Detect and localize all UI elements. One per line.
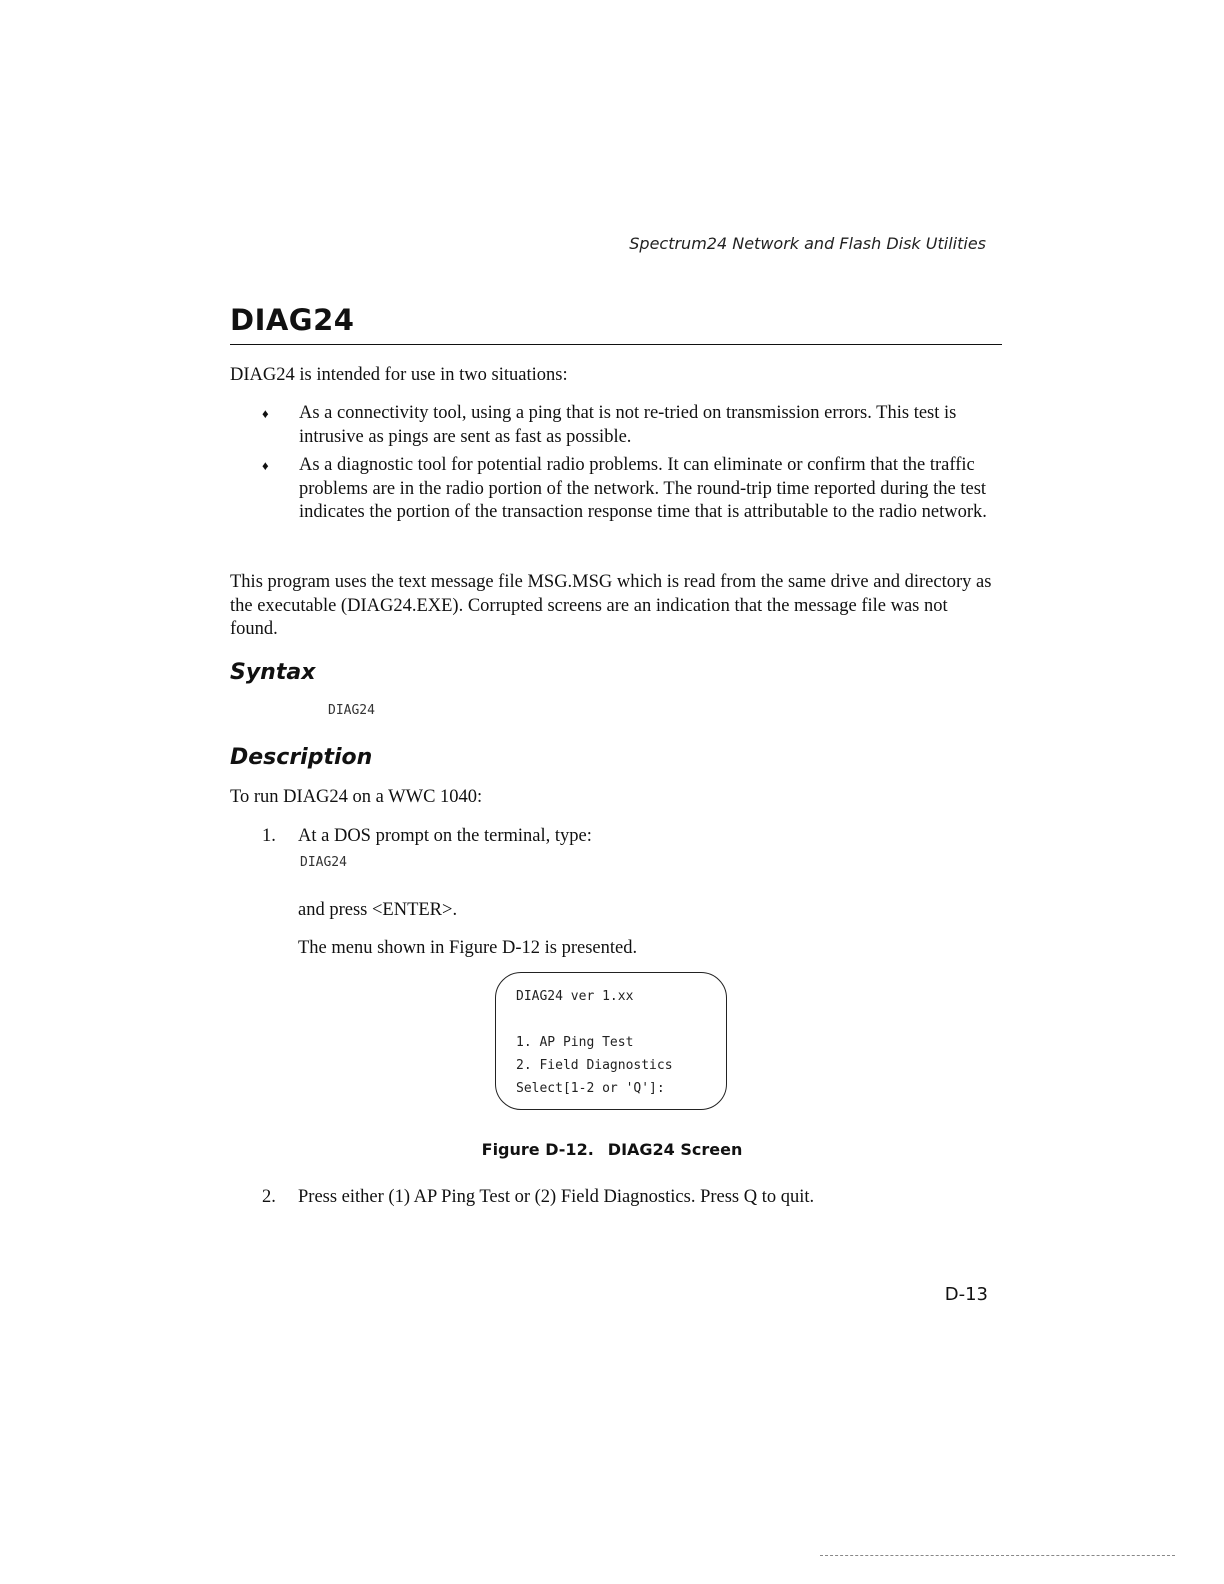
syntax-heading: Syntax (230, 660, 316, 685)
running-header: Spectrum24 Network and Flash Disk Utilities (629, 234, 986, 253)
diag24-screen-figure (495, 972, 727, 1110)
screen-title: DIAG24 ver 1.xx (516, 989, 634, 1004)
bullet-text: As a connectivity tool, using a ping that is not re-tried on transmission errors. This test is intrusive as pings are sent as fast as possible. (299, 403, 957, 447)
diamond-bullet-icon: ♦ (262, 406, 269, 421)
description-intro: To run DIAG24 on a WWC 1040: (230, 787, 483, 807)
screen-option-ap-ping-test: 1. AP Ping Test (516, 1035, 634, 1050)
step-number: 1. (262, 826, 276, 846)
page-number: D-13 (944, 1284, 988, 1305)
bullet-text: As a diagnostic tool for potential radio problems. It can eliminate or confirm that the traffic problems are in the radio portion of the network. The round-trip time reported during the test indicates the portion of the transaction response time that is attributable to the radio network. (299, 455, 987, 522)
figure-caption-text: DIAG24 Screen (607, 1140, 743, 1159)
screen-option-field-diagnostics: 2. Field Diagnostics (516, 1058, 673, 1073)
screen-prompt: Select[1-2 or 'Q']: (516, 1081, 665, 1096)
step-1-command: DIAG24 (300, 855, 347, 870)
figure-caption (0, 1140, 1224, 1159)
page-title: DIAG24 (230, 303, 355, 337)
figure-label: Figure D-12. (481, 1140, 594, 1159)
syntax-command: DIAG24 (328, 703, 375, 718)
scan-edge-artifact (820, 1555, 1175, 1556)
step-1-menu-note: The menu shown in Figure D-12 is presented. (298, 938, 638, 958)
step-1-enter-note: and press <ENTER>. (298, 900, 458, 920)
title-rule (230, 344, 1002, 345)
diamond-bullet-icon: ♦ (262, 458, 269, 473)
description-heading: Description (230, 745, 373, 770)
program-note-paragraph: This program uses the text message file MSG.MSG which is read from the same drive and directory as the executable (DIAG24.EXE). Corrupted screens are an indication that the message file was not found. (230, 572, 992, 639)
bullet-list (262, 402, 1002, 530)
bullet-item (262, 454, 1002, 525)
step-number: 2. (262, 1187, 276, 1207)
step-text: Press either (1) AP Ping Test or (2) Field Diagnostics. Press Q to quit. (298, 1187, 815, 1207)
step-text: At a DOS prompt on the terminal, type: (298, 826, 592, 846)
bullet-item (262, 402, 1002, 449)
intro-paragraph: DIAG24 is intended for use in two situations: (230, 365, 568, 385)
